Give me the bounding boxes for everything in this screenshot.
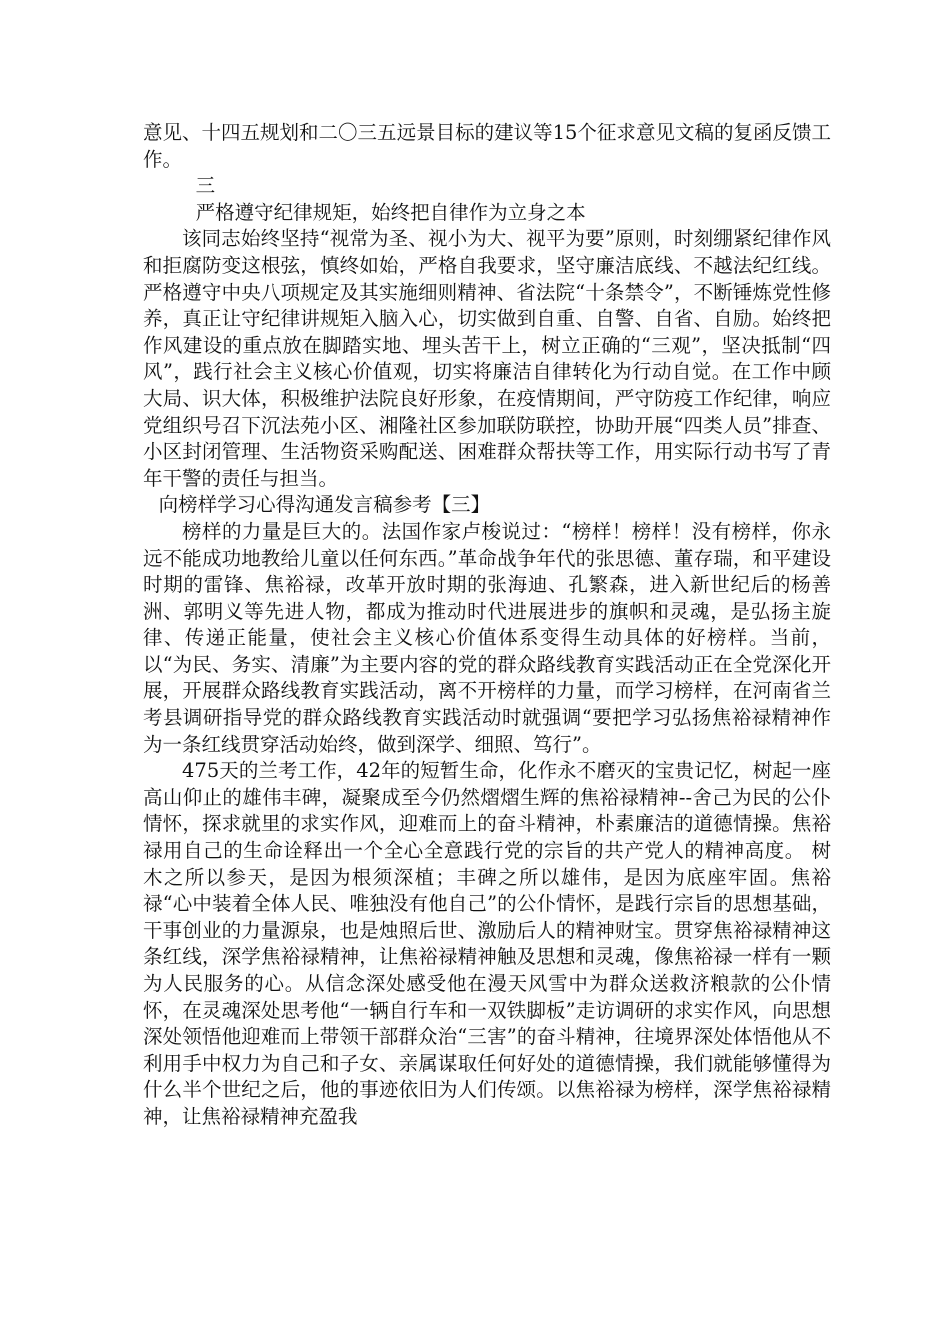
- paragraph-role-model: 榜样的力量是巨大的。法国作家卢梭说过：“榜样！榜样！没有榜样，你永远不能成功地教给儿童以任何东西。”革命战争年代的张思德、董存瑞，和平建设时期的雷锋、焦裕禄，改革开放时期的张海迪、孔繁森，进入新世纪后的杨善洲、郭明义等先进人物，都成为推动时代进展进步的旗帜和灵魂，是弘扬主旋律、传递正能量，使社会主义核心价值体系变得生动具体的好榜样。当前，以“为民、务实、清廉”为主要内容的党的群众路线教育实践活动正在全党深化开展，开展群众路线教育实践活动，离不开榜样的力量，而学习榜样，在河南省兰考县调研指导党的群众路线教育实践活动时就强调“要把学习弘扬焦裕禄精神作为一条红线贯穿活动始终，做到深学、细照、笃行”。: [143, 519, 831, 756]
- section-number: 三: [195, 174, 216, 198]
- paragraph-continuation: 意见、十四五规划和二〇三五远景目标的建议等15个征求意见文稿的复函反馈工作。: [143, 121, 831, 171]
- paragraph-jiao-yulu: 475天的兰考工作，42年的短暂生命，化作永不磨灭的宝贵记忆，树起一座高山仰止的雄伟丰碑，凝聚成至今仍然熠熠生辉的焦裕禄精神--舍己为民的公仆情怀，探求就里的求实作风，迎难而上的奋斗精神，朴素廉洁的道德情操。焦裕禄用自己的生命诠释出一个全心全意践行党的宗旨的共产党人的精神高度。 树木之所以参天，是因为根须深植；丰碑之所以雄伟，是因为底座牢固。焦裕禄“心中装着全体人民、唯独没有他自己”的公仆情怀，是践行宗旨的思想基础，干事创业的力量源泉，也是烛照后世、激励后人的精神财宝。贯穿焦裕禄精神这条红线，深学焦裕禄精神，让焦裕禄精神触及思想和灵魂，像焦裕禄一样有一颗为人民服务的心。从信念深处感受他在漫天风雪中为群众送救济粮款的公仆情怀，在灵魂深处思考他“一辆自行车和一双铁脚板”走访调研的求实作风，向思想深处领悟他迎难而上带领干部群众治“三害”的奋斗精神，往境界深处体悟他从不利用手中权力为自己和子女、亲属谋取任何好处的道德情操，我们就能够懂得为什么半个世纪之后，他的事迹依旧为人们传颂。以焦裕禄为榜样，深学焦裕禄精神，让焦裕禄精神充盈我: [143, 759, 831, 1128]
- document-page: [143, 120, 831, 1131]
- section-title: 严格遵守纪律规矩，始终把自律作为立身之本: [195, 200, 586, 224]
- article-heading: 向榜样学习心得沟通发言稿参考【三】: [158, 493, 491, 517]
- paragraph-discipline: 该同志始终坚持“视常为圣、视小为大、视平为要”原则，时刻绷紧纪律作风和拒腐防变这根弦，慎终如始，严格自我要求，坚守廉洁底线、不越法纪红线。严格遵守中央八项规定及其实施细则精神、省法院“十条禁令”，不断锤炼党性修养，真正让守纪律讲规矩入脑入心，切实做到自重、自警、自省、自励。始终把作风建设的重点放在脚踏实地、埋头苦干上，树立正确的“三观”，坚决抵制“四风”，践行社会主义核心价值观，切实将廉洁自律转化为行动自觉。在工作中顾大局、识大体，积极维护法院良好形象，在疫情期间，严守防疫工作纪律，响应党组织号召下沉法苑小区、湘隆社区参加联防联控，协助开展“四类人员”排查、小区封闭管理、生活物资采购配送、困难群众帮扶等工作，用实际行动书写了青年干警的责任与担当。: [143, 227, 831, 490]
